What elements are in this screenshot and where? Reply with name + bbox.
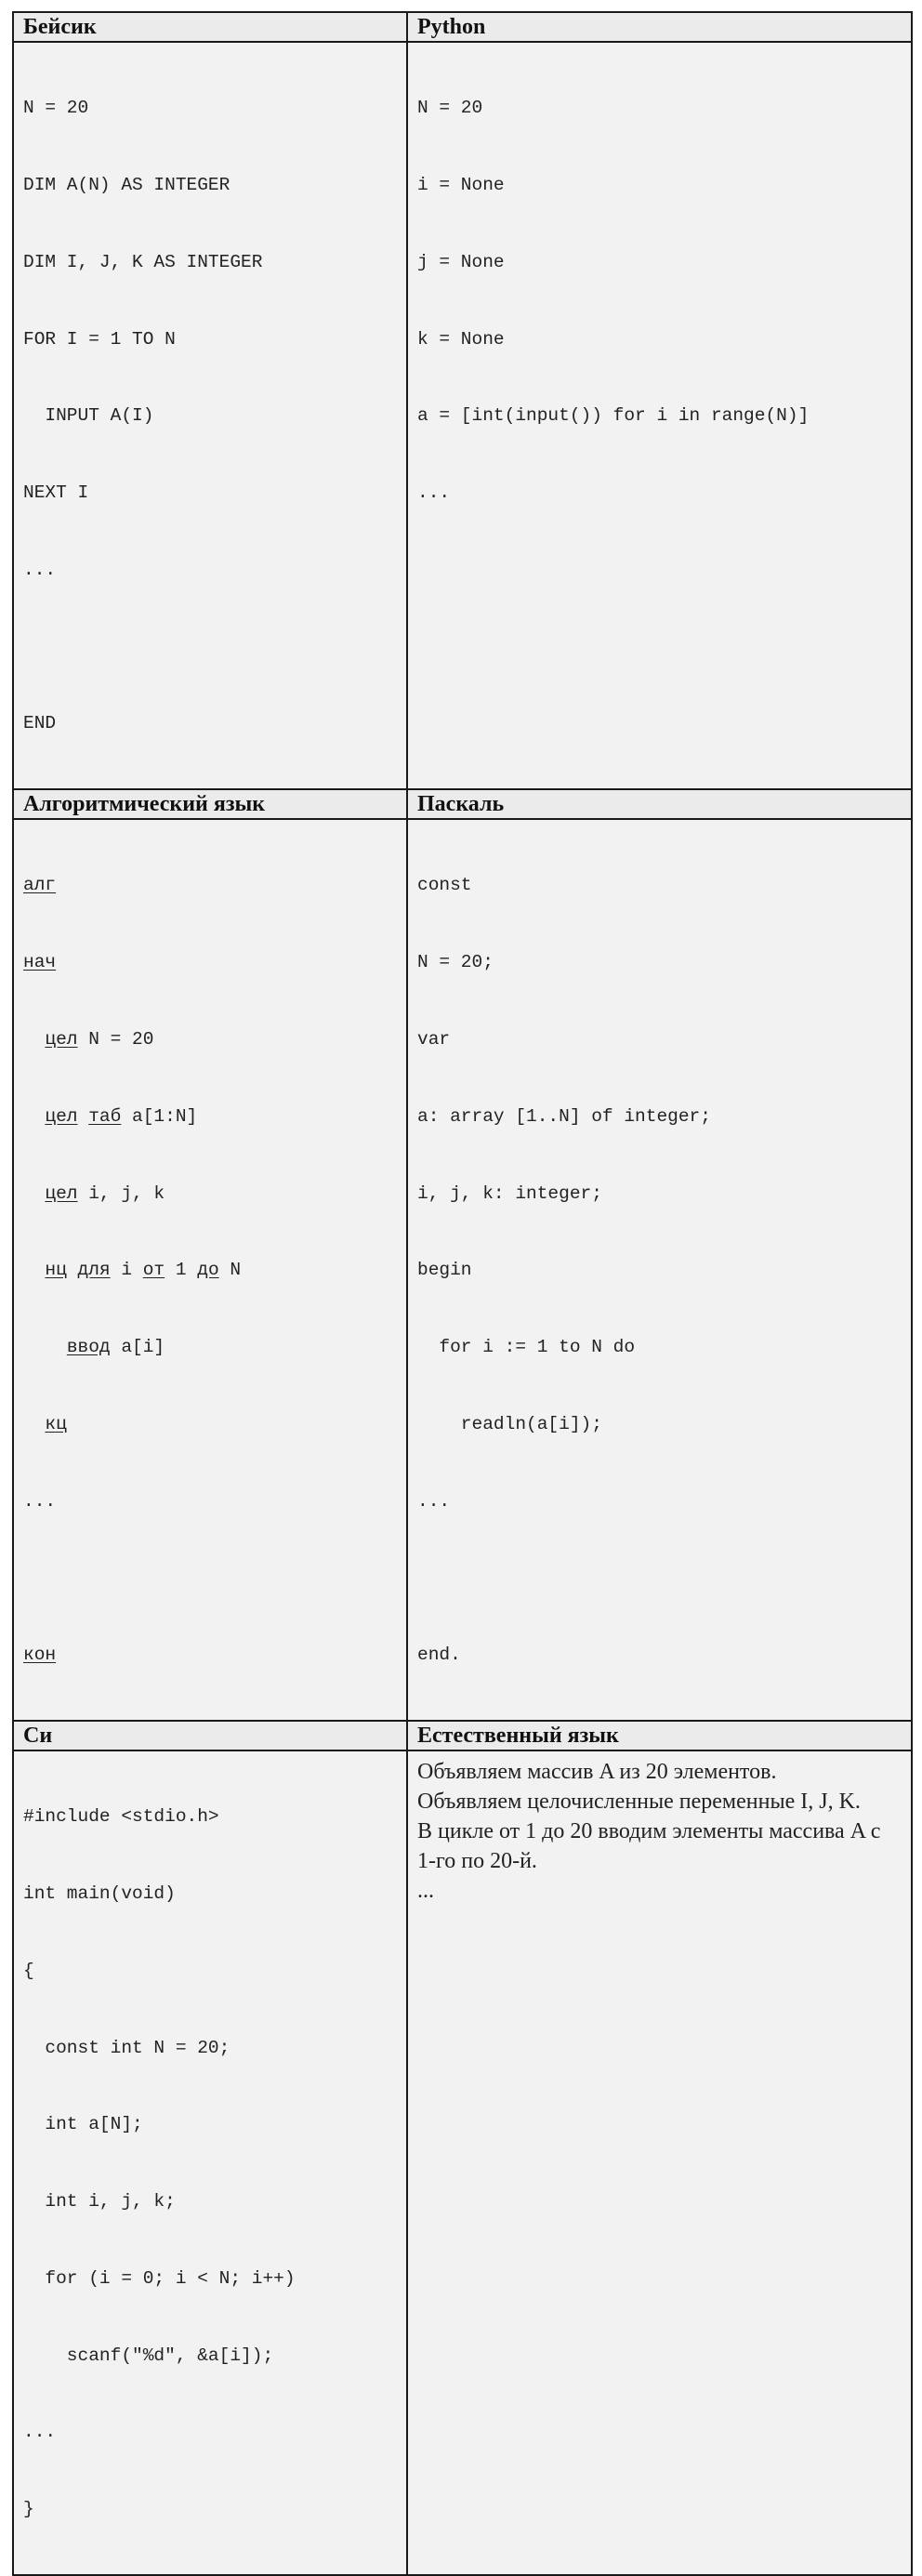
code-line: var xyxy=(417,1028,451,1050)
header-row-2 xyxy=(13,789,912,819)
code-line: i, j, k: integer; xyxy=(417,1182,602,1204)
header-natural: Естественный язык xyxy=(407,1721,912,1750)
code-line xyxy=(23,1182,397,1208)
basic-code xyxy=(23,45,397,788)
code-line: END xyxy=(23,713,57,734)
code-line: ... xyxy=(23,559,57,580)
header-row-1 xyxy=(13,12,912,42)
code-line: N = 20 xyxy=(417,98,483,119)
header-row-3 xyxy=(13,1721,912,1750)
python-cell xyxy=(407,42,912,789)
keyword: от xyxy=(142,1260,165,1281)
header-python: Python xyxy=(407,12,912,42)
code-text: i, j, k xyxy=(77,1182,165,1204)
code-line: } xyxy=(23,2499,34,2520)
code-line xyxy=(23,873,397,899)
pascal-cell xyxy=(407,819,912,1721)
code-line xyxy=(23,1335,397,1361)
code-line: N = 20 xyxy=(23,98,89,119)
keyword: до xyxy=(197,1260,219,1281)
c-cell xyxy=(13,1750,407,2575)
natural-line: ... xyxy=(417,1879,434,1903)
header-c: Си xyxy=(13,1721,407,1750)
basic-cell xyxy=(13,42,407,789)
keyword: алг xyxy=(23,875,57,896)
code-line xyxy=(23,1104,397,1130)
code-line: ... xyxy=(417,1490,451,1512)
code-line xyxy=(23,635,397,661)
header-basic: Бейсик xyxy=(13,12,407,42)
code-row-2 xyxy=(13,819,912,1721)
code-line: DIM I, J, K AS INTEGER xyxy=(23,251,263,272)
code-text: a[i] xyxy=(110,1337,165,1358)
natural-line: Объявляем массив A из 20 элементов. xyxy=(417,1760,777,1784)
code-line: NEXT I xyxy=(23,482,89,504)
code-line: a = [int(input()) for i in range(N)] xyxy=(417,405,810,427)
code-line: FOR I = 1 TO N xyxy=(23,328,176,350)
c-code xyxy=(23,1753,397,2574)
code-line: ... xyxy=(23,1490,57,1512)
code-text: i xyxy=(110,1260,143,1281)
code-line: int main(void) xyxy=(23,1882,176,1904)
algo-code xyxy=(23,822,397,1720)
keyword: для xyxy=(77,1260,111,1281)
code-line: int a[N]; xyxy=(23,2114,143,2135)
code-line: #include <stdio.h> xyxy=(23,1806,219,1828)
code-line: i = None xyxy=(417,174,505,195)
python-code xyxy=(417,45,902,558)
code-line: a: array [1..N] of integer; xyxy=(417,1105,711,1127)
code-line xyxy=(23,1258,397,1284)
code-row-3 xyxy=(13,1750,912,2575)
code-line xyxy=(23,950,397,976)
code-text: N = 20 xyxy=(77,1028,154,1050)
code-line: const int N = 20; xyxy=(23,2037,230,2058)
code-line xyxy=(23,1412,397,1438)
code-line: INPUT A(I) xyxy=(23,405,154,427)
keyword: кон xyxy=(23,1645,57,1666)
keyword: цел xyxy=(45,1028,78,1050)
code-line: ... xyxy=(417,482,451,504)
header-algo: Алгоритмический язык xyxy=(13,789,407,819)
code-line: const xyxy=(417,875,472,896)
algo-cell xyxy=(13,819,407,1721)
keyword: ввод xyxy=(66,1337,111,1358)
code-line: DIM A(N) AS INTEGER xyxy=(23,174,230,195)
header-pascal: Паскаль xyxy=(407,789,912,819)
code-line: j = None xyxy=(417,251,505,272)
natural-language-text xyxy=(417,1753,902,1906)
code-text: N xyxy=(218,1260,242,1281)
code-line: k = None xyxy=(417,328,505,350)
code-line: readln(a[i]); xyxy=(417,1413,602,1434)
keyword: цел xyxy=(45,1182,78,1204)
code-line: scanf("%d", &a[i]); xyxy=(23,2345,274,2366)
code-line: for i := 1 to N do xyxy=(417,1337,636,1358)
keyword: нач xyxy=(23,952,57,973)
code-line xyxy=(23,1643,397,1669)
keyword: кц xyxy=(45,1413,67,1434)
natural-line: Объявляем целочисленные переменные I, J, K. xyxy=(417,1790,861,1814)
code-line: N = 20; xyxy=(417,952,494,973)
code-comparison-table xyxy=(12,11,913,2576)
code-line xyxy=(417,1565,902,1592)
code-line: { xyxy=(23,1960,34,1981)
code-text: a[1:N] xyxy=(121,1105,198,1127)
code-line xyxy=(23,1565,397,1592)
pascal-code xyxy=(417,822,902,1720)
code-line: ... xyxy=(23,2422,57,2443)
natural-cell xyxy=(407,1750,912,2575)
code-line: for (i = 0; i < N; i++) xyxy=(23,2267,296,2289)
code-line: begin xyxy=(417,1260,472,1281)
code-line: int i, j, k; xyxy=(23,2191,176,2213)
code-line: end. xyxy=(417,1645,461,1666)
keyword: таб xyxy=(88,1105,122,1127)
code-text: 1 xyxy=(165,1260,198,1281)
code-line xyxy=(23,1027,397,1053)
natural-line: В цикле от 1 до 20 вводим элементы массива A с 1-го по 20-й. xyxy=(417,1819,881,1873)
code-row-1 xyxy=(13,42,912,789)
keyword: нц xyxy=(45,1260,67,1281)
keyword: цел xyxy=(45,1105,78,1127)
